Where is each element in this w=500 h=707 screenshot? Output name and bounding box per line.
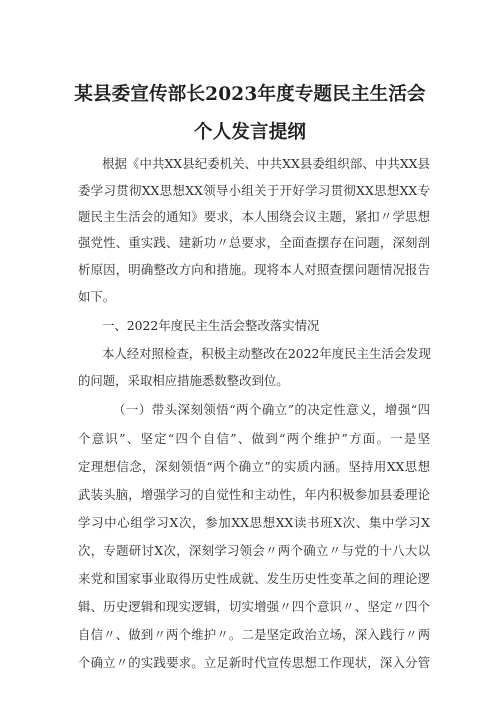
document-title-line-2: 个人发言提纲 bbox=[193, 122, 307, 143]
paragraph-line: 题民主生活会的通知》要求，本人围绕会议主题，紧扣〃学思想 bbox=[78, 209, 430, 224]
paragraph-line: 析原因，明确整改方向和措施。现将本人对照查摆问题情况报告 bbox=[78, 262, 430, 277]
section-heading: 一、2022年度民主生活会整改落实情况 bbox=[102, 318, 320, 333]
paragraph-line: 如下。 bbox=[78, 289, 116, 304]
paragraph-line: 定理想信念，深刻领悟“两个确立”的实质内涵。坚持用XX思想 bbox=[78, 459, 430, 474]
paragraph-line: 学习中心组学习X次，参加XX思想XX读书班X次、集中学习X bbox=[78, 515, 430, 530]
paragraph-line: 个意识”、坚定“四个自信”、做到“两个维护”方面。一是坚 bbox=[78, 431, 430, 446]
paragraph-line: 来党和国家事业取得历史性成就、发生历史性变革之间的理论逻 bbox=[78, 571, 430, 586]
paragraph-line: （一）带头深刻领悟“两个确立”的决定性意义，增强“四 bbox=[113, 402, 430, 417]
paragraph-line: 委学习贯彻XX思想XX领导小组关于开好学习贯彻XX思想XX专 bbox=[78, 183, 430, 198]
paragraph-line: 辑、历史逻辑和现实逻辑，切实增强〃四个意识〃、坚定〃四个 bbox=[78, 599, 430, 614]
paragraph-line: 强党性、重实践、建新功〃总要求，全面查摆存在问题，深刻剖 bbox=[78, 235, 430, 250]
paragraph-line: 的问题，采取相应措施悉数整改到位。 bbox=[78, 373, 289, 388]
paragraph-line: 武装头脑，增强学习的自觉性和主动性，年内积极参加县委理论 bbox=[78, 487, 430, 502]
paragraph-line: 次，专题研讨X次，深刻学习领会〃两个确立〃与党的十八大以 bbox=[78, 543, 430, 558]
paragraph-line: 本人经对照检查，积极主动整改在2022年度民主生活会发现 bbox=[102, 346, 431, 361]
paragraph-line: 自信〃、做到〃两个维护〃。二是坚定政治立场，深入践行〃两 bbox=[78, 627, 430, 642]
paragraph-line: 个确立〃的实践要求。立足新时代宣传思想工作现状，深入分管 bbox=[78, 655, 430, 670]
document-title-line-1: 某县委宣传部长2023年度专题民主生活会 bbox=[74, 84, 426, 105]
paragraph-line: 根据《中共XX县纪委机关、中共XX县委组织部、中共XX县 bbox=[102, 156, 430, 171]
